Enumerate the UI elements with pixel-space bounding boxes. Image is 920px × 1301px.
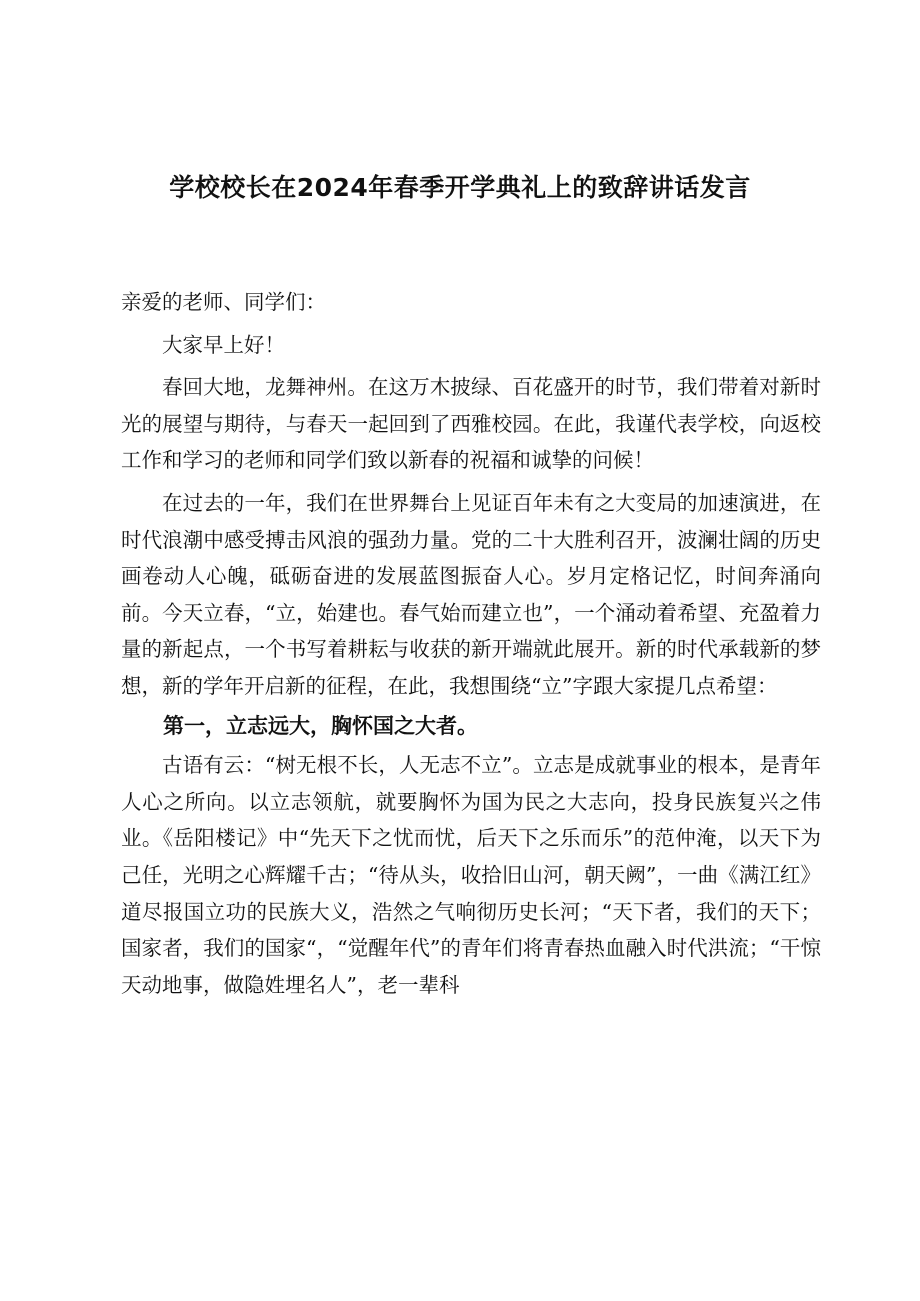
document-title: 学校校长在2024年春季开学典礼上的致辞讲话发言	[169, 173, 751, 202]
section-heading-first: 第一，立志远大，胸怀国之大者。	[163, 713, 478, 738]
paragraph-opening: 春回大地，龙舞神州。在这万木披绿、百花盛开的时节，我们带着对新时光的展望与期待，与春天一起回到了西雅校园。在此，我谨代表学校，向返校工作和学习的老师和同学们致以新春的祝福和诚挚的问候！	[121, 375, 821, 473]
document-body	[121, 284, 821, 1003]
salutation: 亲爱的老师、同学们：	[121, 290, 326, 314]
greeting: 大家早上好！	[162, 332, 285, 357]
paragraph-review: 在过去的一年，我们在世界舞台上见证百年未有之大变局的加速演进，在时代浪潮中感受搏击风浪的强劲力量。党的二十大胜利召开，波澜壮阔的历史画卷动人心魄，砥砺奋进的发展蓝图振奋人心。岁月定格记忆，时间奔涌向前。今天立春，“立，始建也。春气始而建立也”，一个涌动着希望、充盈着力量的新起点，一个书写着耕耘与收获的新开端就此展开。新的时代承载新的梦想，新的学年开启新的征程，在此，我想围绕“立”字跟大家提几点希望：	[121, 490, 821, 698]
paragraph-ambition: 古语有云：“树无根不长，人无志不立”。立志是成就事业的根本，是青年人心之所向。以立志领航，就要胸怀为国为民之大志向，投身民族复兴之伟业。《岳阳楼记》中“先天下之忧而忧，后天下之乐而乐”的范仲淹，以天下为己任，光明之心辉耀千古；“待从头，收拾旧山河，朝天阙”，一曲《满江红》道尽报国立功的民族大义，浩然之气响彻历史长河；“天下者，我们的天下；国家者，我们的国家“，“觉醒年代”的青年们将青春热血融入时代洪流；“干惊天动地事，做隐姓埋名人”，老一辈科	[121, 753, 821, 997]
